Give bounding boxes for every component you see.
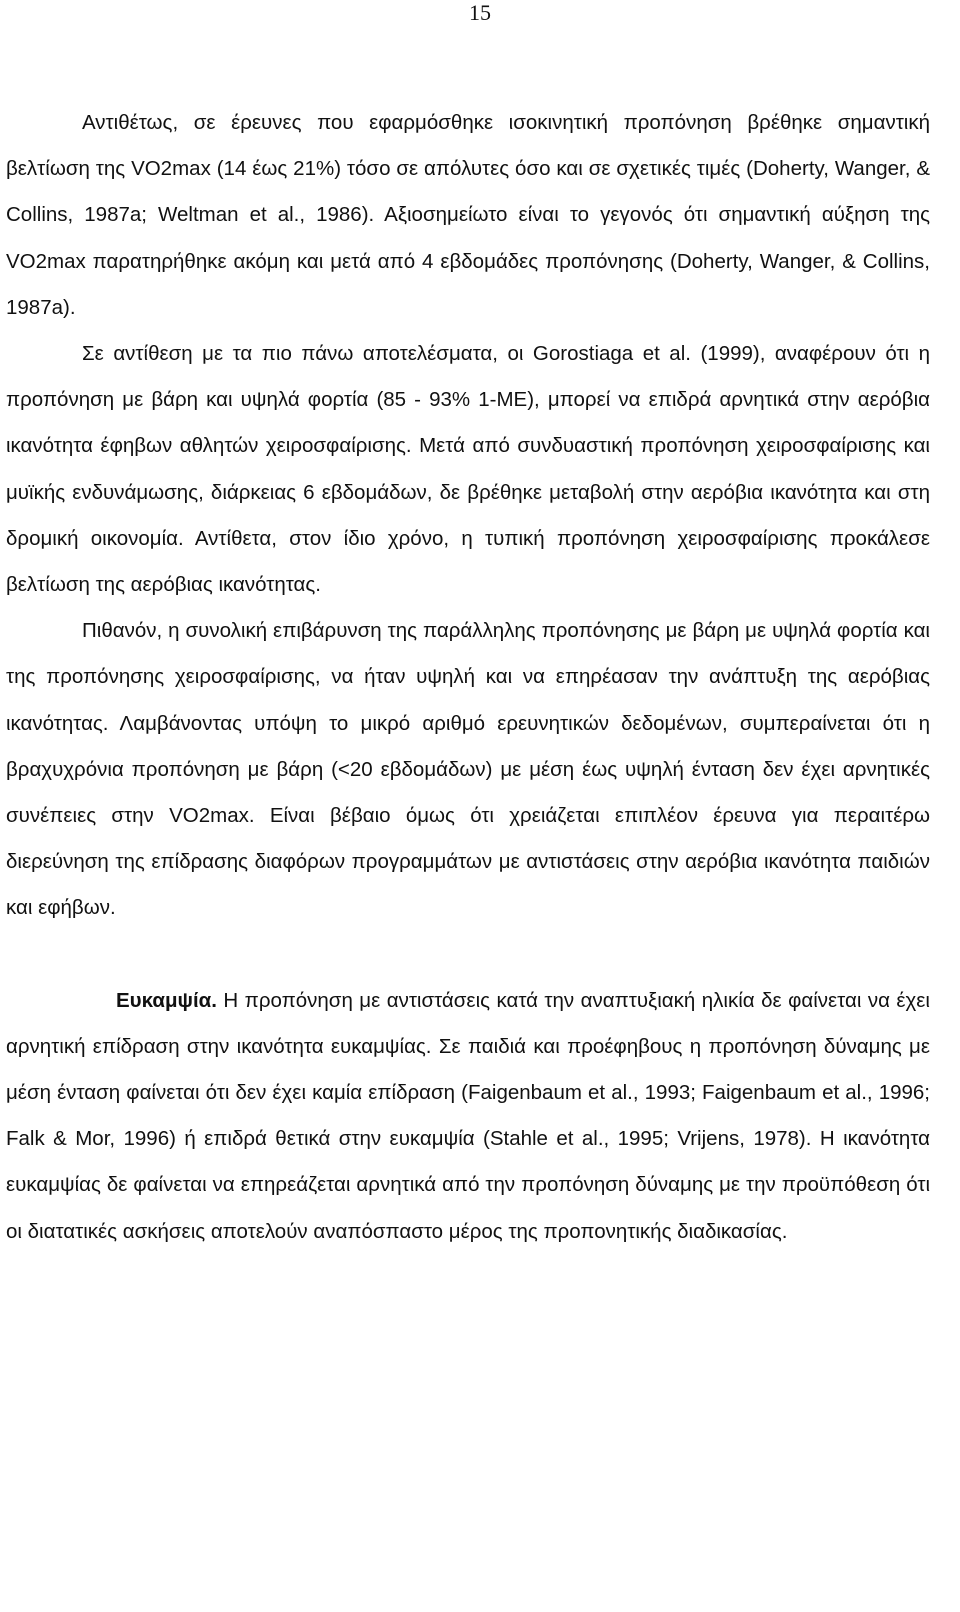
flexibility-text: Η προπόνηση με αντιστάσεις κατά την αναπτυξιακή ηλικία δε φαίνεται να έχει αρνητική επίδραση στην ικανότητα ευκαμψίας. Σε παιδιά και προέφηβους η προπόνηση δύναμης με μέση ένταση φαίνεται ότι δεν έχει καμία επίδραση (Faigenbaum et al., 1993; Faigenbaum et al., 1996; Falk & Mor, 1996) ή επιδρά θετικά στην ευκαμψία (Stahle et al., 1995; Vrijens, 1978). Η ικανότητα ευκαμψίας δε φαίνεται να επηρεάζεται αρνητικά από την προπόνηση δύναμης με την προϋπόθεση ότι οι διατατικές ασκήσεις αποτελούν αναπόσπαστο μέρος της προπονητικής διαδικασίας.	[6, 988, 930, 1243]
page-number: 15	[469, 0, 491, 25]
paragraph-flexibility	[6, 978, 930, 1255]
paragraph-gorostiaga-study: Σε αντίθεση με τα πιο πάνω αποτελέσματα, οι Gorostiaga et al. (1999), αναφέρουν ότι η προπόνηση με βάρη και υψηλά φορτία (85 - 93% 1-ΜΕ), μπορεί να επιδρά αρνητικά στην αερόβια ικανότητα έφηβων αθλητών χειροσφαίρισης. Μετά από συνδυαστική προπόνηση χειροσφαίρισης και μυϊκής ενδυνάμωσης, διάρκειας 6 εβδομάδων, δε βρέθηκε μεταβολή στην αερόβια ικανότητα και στη δρομική οικονομία. Αντίθετα, στον ίδιο χρόνο, η τυπική προπόνηση χειροσφαίρισης προκάλεσε βελτίωση της αερόβιας ικανότητας.	[6, 342, 930, 597]
paragraph-isokinetic-training: Αντιθέτως, σε έρευνες που εφαρμόσθηκε ισοκινητική προπόνηση βρέθηκε σημαντική βελτίωση της VO2max (14 έως 21%) τόσο σε απόλυτες όσο και σε σχετικές τιμές (Doherty, Wanger, & Collins, 1987a; Weltman et al., 1986). Αξιοσημείωτο είναι το γεγονός ότι σημαντική αύξηση της VO2max παρατηρήθηκε ακόμη και μετά από 4 εβδομάδες προπόνησης (Doherty, Wanger, & Collins, 1987a).	[6, 111, 930, 319]
paragraph-conclusion: Πιθανόν, η συνολική επιβάρυνση της παράλληλης προπόνησης με βάρη με υψηλά φορτία και της προπόνησης χειροσφαίρισης, να ήταν υψηλή και να επηρέασαν την ανάπτυξη της αερόβιας ικανότητας. Λαμβάνοντας υπόψη το μικρό αριθμό ερευνητικών δεδομένων, συμπεραίνεται ότι η βραχυχρόνια προπόνηση με βάρη (<20 εβδομάδων) με μέση έως υψηλή ένταση δεν έχει αρνητικές συνέπειες στην VO2max. Είναι βέβαιο όμως ότι χρειάζεται επιπλέον έρευνα για περαιτέρω διερεύνηση της επίδρασης διαφόρων προγραμμάτων με αντιστάσεις στην αερόβια ικανότητα παιδιών και εφήβων.	[6, 619, 930, 920]
section-heading-flexibility: Ευκαμψία.	[116, 988, 217, 1012]
document-body	[6, 100, 930, 1255]
